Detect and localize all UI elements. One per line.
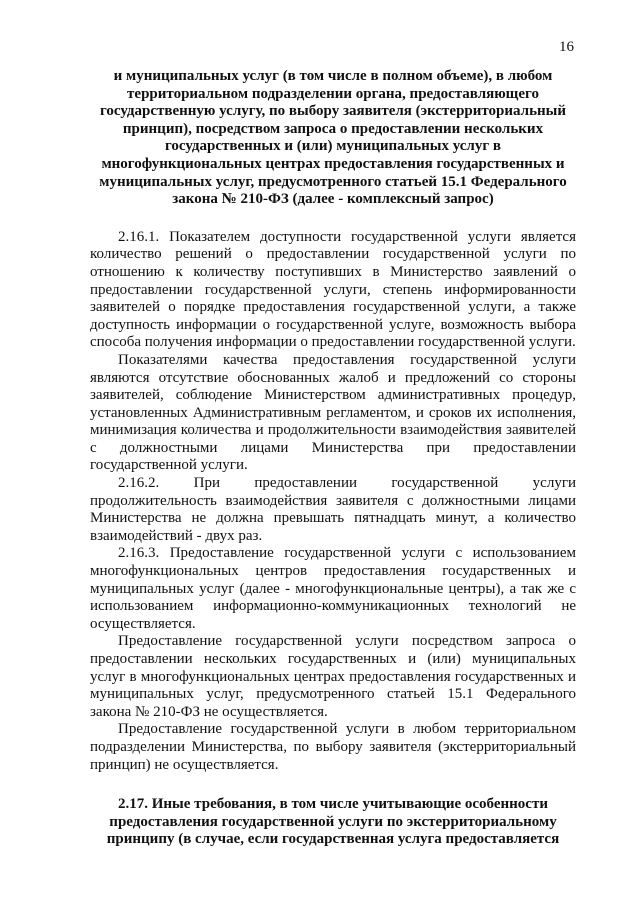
section-heading-2-17: 2.17. Иные требования, в том числе учитывающие особенности предоставления государственной услуги по экстерриториальному принципу (в случае, если государственная услуга предоставляется [106,796,560,848]
paragraph-2-16-2: 2.16.2. При предоставлении государственной услуги продолжительность взаимодействия заявителя с должностными лицами Министерства не должна превышать пятнадцать минут, а количество взаимодействий - двух раз. [90,475,576,544]
paragraph-2-16-1: 2.16.1. Показателем доступности государственной услуги является количество решений о предоставлении государственной услуги по отношению к количеству поступивших в Министерство заявлений о предоставлении государственной услуги, степень информированности заявителей о порядке предоставления государственной услуги, а также доступность информации о государственной услуге, возможность выбора способа получения информации о предоставлении государственной услуги. [90,228,576,351]
page-content [90,64,576,849]
paragraph-extraterritorial: Предоставление государственной услуги в любом территориальном подразделении Министерства, по выбору заявителя (экстерриториальный принцип) не осуществляется. [90,721,576,773]
section-heading-continuation: и муниципальных услуг (в том числе в полном объеме), в любом территориальном подразделении органа, предоставляющего государственную услугу, по выбору заявителя (экстерриториальный принцип), посредством запроса о предоставлении нескольких государственных и (или) муниципальных услуг в многофункциональных центрах предоставления государственных и муниципальных услуг, предусмотренного статьей 15.1 Федерального закона № 210-ФЗ (далее - комплексный запрос) [99,68,567,208]
paragraph-quality-indicators: Показателями качества предоставления государственной услуги являются отсутствие обоснованных жалоб и предложений со стороны заявителей, соблюдение Министерством административных процедур, установленных Административным регламентом, и сроков их исполнения, минимизация количества и продолжительности взаимодействия заявителей с должностными лицами Министерства при предоставлении государственной услуги. [90,351,576,474]
paragraph-complex-request: Предоставление государственной услуги посредством запроса о предоставлении нескольких государственных и (или) муниципальных услуг в многофункциональных центрах предоставления государственных и муниципальных услуг, предусмотренного статьей 15.1 Федерального закона № 210-ФЗ не осуществляется. [90,633,576,720]
paragraph-2-16-3: 2.16.3. Предоставление государственной услуги с использованием многофункциональных центров предоставления государственных и муниципальных услуг (далее - многофункциональные центры), а так же с использованием информационно-коммуникационных технологий не осуществляется. [90,545,576,632]
body-text [90,229,576,774]
page-number: 16 [559,39,574,55]
